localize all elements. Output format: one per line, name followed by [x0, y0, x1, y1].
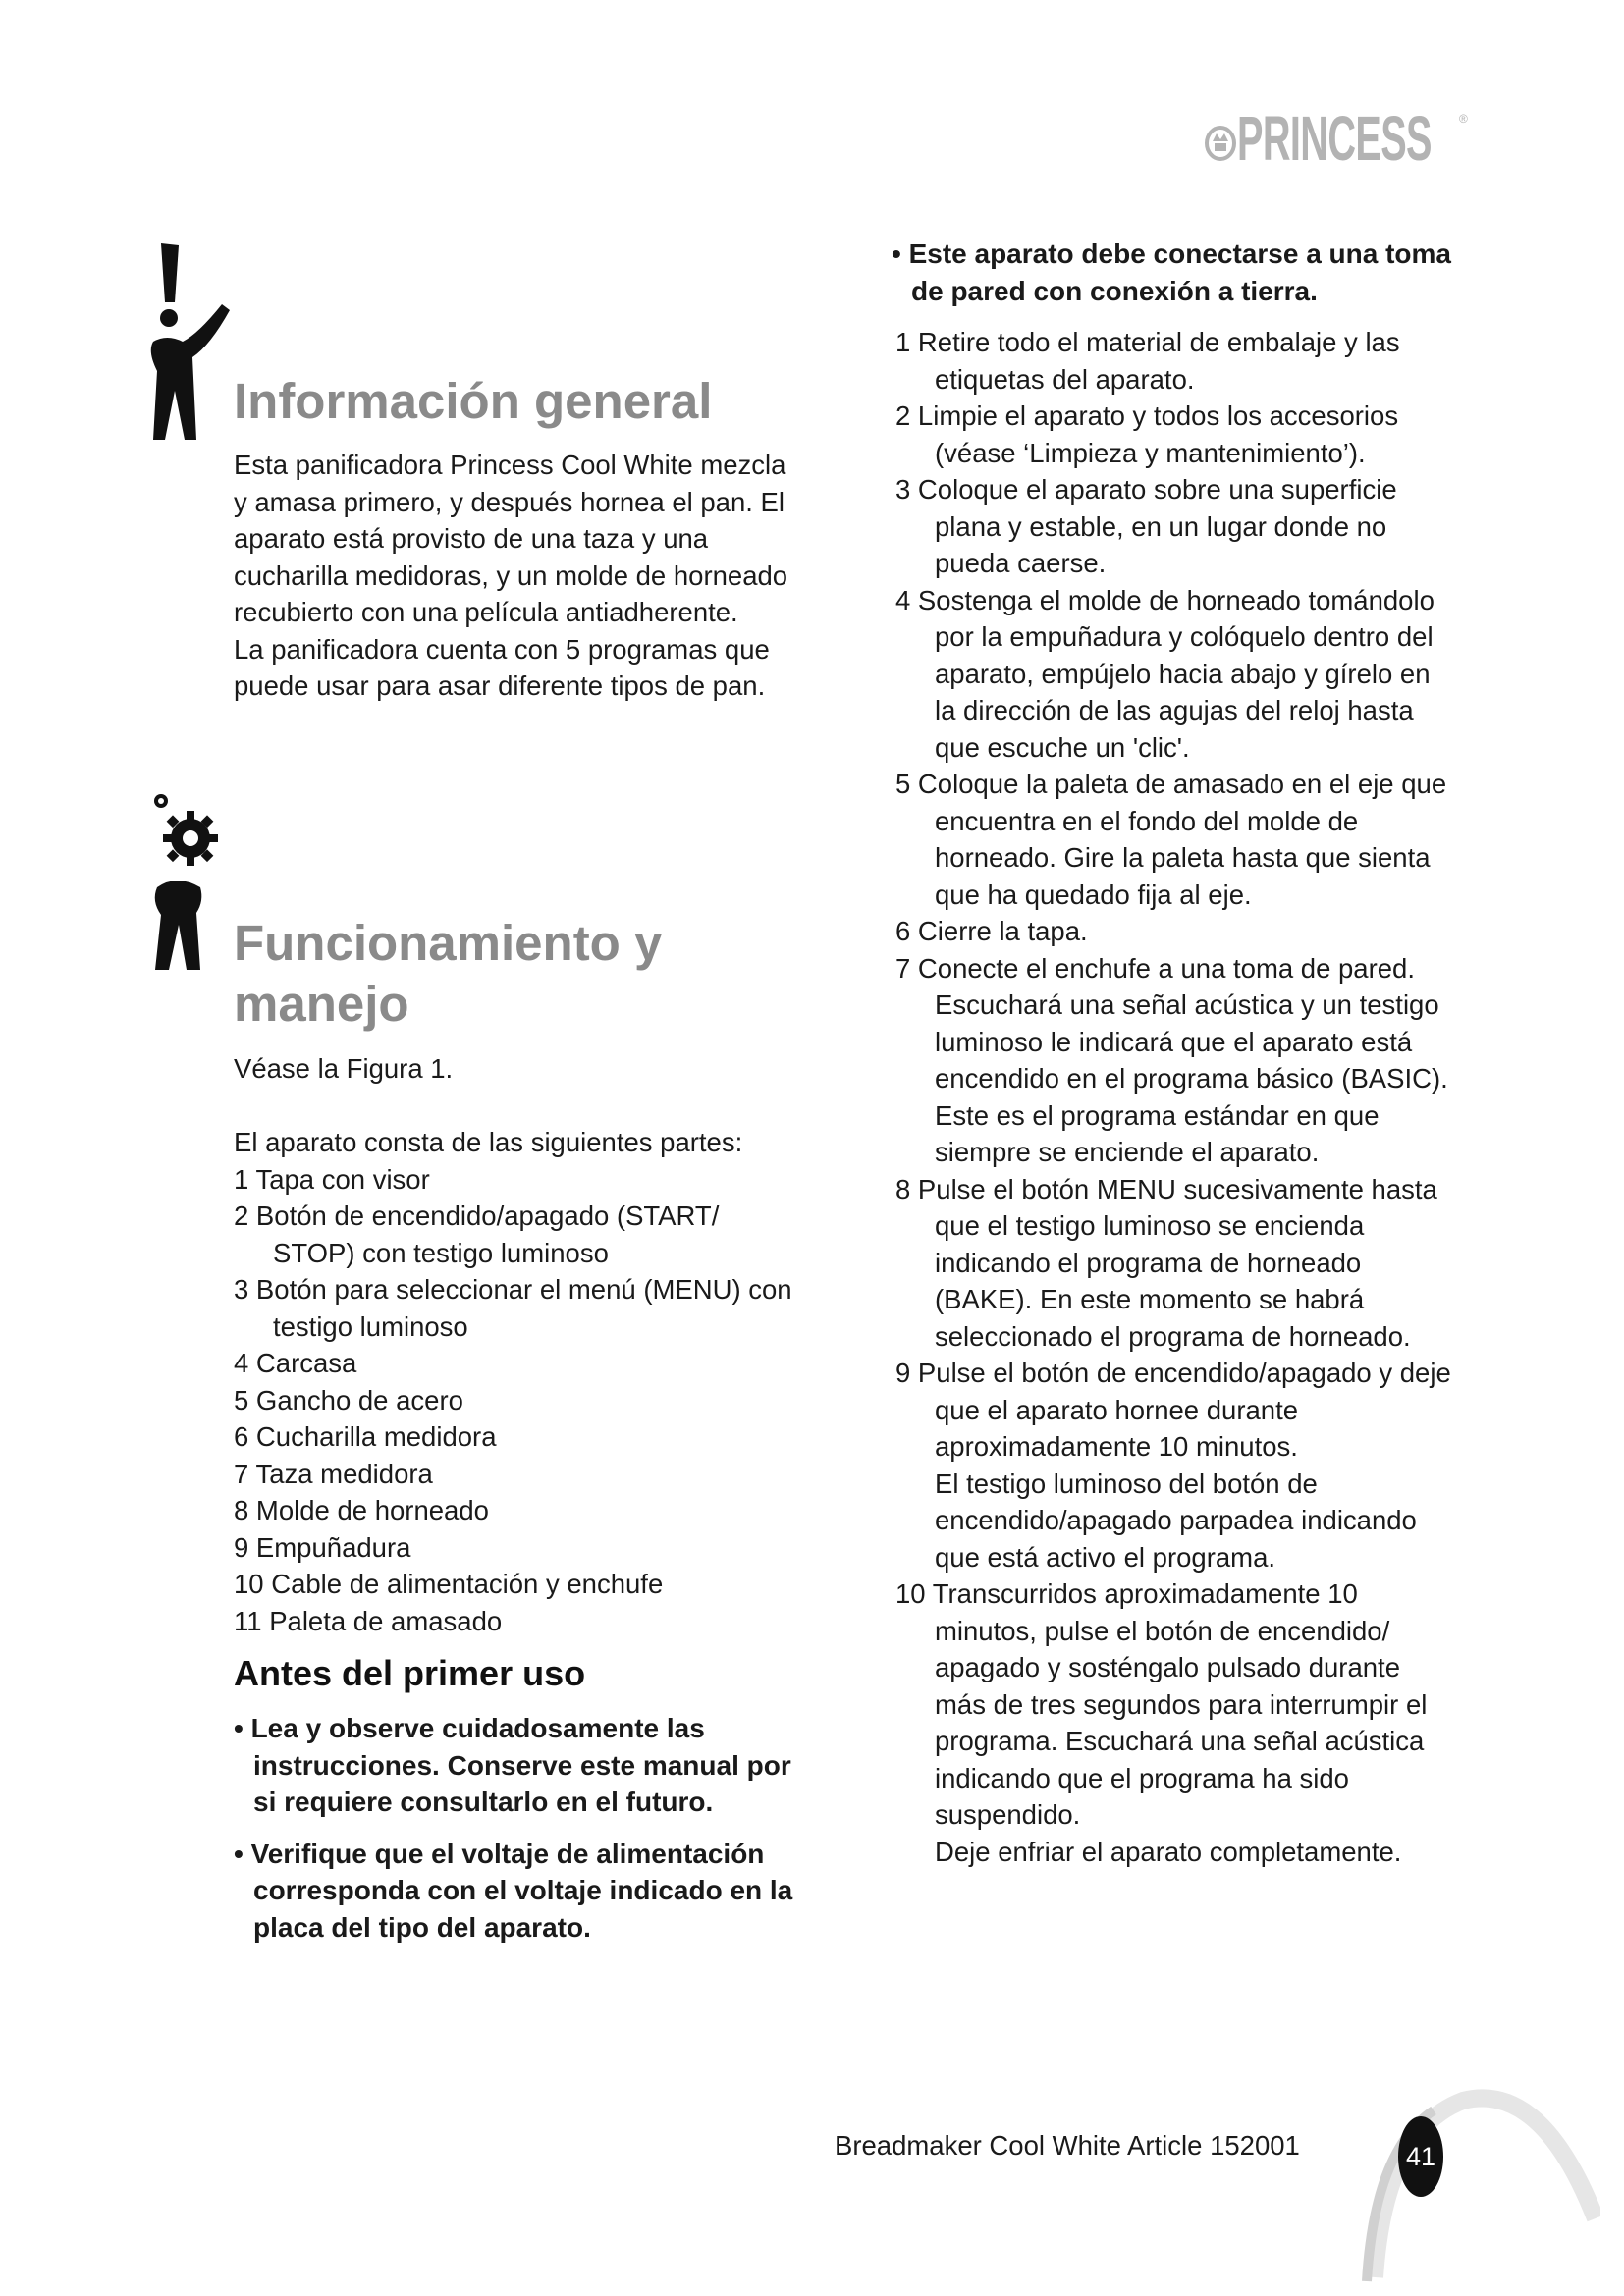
list-item: 3 Botón para seleccionar el menú (MENU) con testigo luminoso	[234, 1274, 792, 1342]
crown-emblem-icon	[1204, 122, 1237, 161]
step-item	[895, 1355, 1455, 1575]
step-text: 2 Limpie el aparato y todos los accesorios (véase ‘Limpieza y mantenimiento’).	[895, 400, 1399, 468]
section-title-operation: Funcionamiento y manejo	[234, 915, 663, 1032]
bullet-item: • Verifique que el voltaje de alimentación corresponda con el voltaje indicado en la placa del tipo del aparato.	[234, 1838, 793, 1943]
step-text: 4 Sostenga el molde de horneado tomándolo por la empuñadura y colóquelo dentro del aparato, empújelo hacia abajo y gírelo en la dirección de las agujas del reloj hasta que escuche un 'clic'.	[895, 584, 1435, 763]
step-item	[895, 1171, 1455, 1356]
step-text: 9 Pulse el botón de encendido/apagado y deje que el aparato hornee durante aproximadamente 10 minutos.	[895, 1358, 1451, 1462]
page-corner-swoosh	[1345, 2071, 1600, 2287]
step-text: 8 Pulse el botón MENU sucesivamente hasta que el testigo luminoso se encienda indicando el programa de horneado (BAKE). En este momento se habrá seleccionado el programa de horneado.	[895, 1173, 1437, 1352]
gear-person-icon	[147, 793, 232, 970]
step-text: 6 Cierre la tapa.	[895, 916, 1088, 946]
registered-mark: ®	[1459, 112, 1468, 126]
step-note: El testigo luminoso del botón de encendido/apagado parpadea indicando que está activo el programa.	[935, 1468, 1417, 1573]
general-info-paragraph: Esta panificadora Princess Cool White mezcla y amasa primero, y después hornea el pan. El aparato está provisto de una taza y una cucharilla medidoras, y un molde de horneado recubierto con una película antiadherente.	[234, 450, 788, 627]
step-note: Escuchará una señal acústica y un testigo luminoso le indicará que el aparato está encendido en el programa básico (BASIC). Este es el programa estándar en que siempre se enciende el aparato.	[935, 989, 1448, 1167]
step-text: 1 Retire todo el material de embalaje y las etiquetas del aparato.	[895, 327, 1400, 395]
section-title-general-info: Información general	[234, 373, 713, 429]
step-text: 5 Coloque la paleta de amasado en el eje que encuentra en el fondo del molde de horneado. Gire la paleta hasta que sienta que ha quedado fija al eje.	[895, 769, 1447, 910]
list-item: 10 Cable de alimentación y enchufe	[234, 1569, 664, 1599]
parts-intro: El aparato consta de las siguientes partes:	[234, 1127, 743, 1157]
step-item	[895, 950, 1455, 1171]
step-item	[895, 324, 1455, 398]
list-item: 2 Botón de encendido/apagado (START/ STOP) con testigo luminoso	[234, 1201, 720, 1268]
steps-list	[895, 324, 1455, 1870]
step-note: Deje enfriar el aparato completamente.	[935, 1836, 1402, 1867]
operation-body	[234, 1050, 803, 1639]
list-item: 6 Cucharilla medidora	[234, 1421, 497, 1452]
bullet-item: • Lea y observe cuidadosamente las instrucciones. Conserve este manual por si requiere consultarlo en el futuro.	[234, 1713, 791, 1817]
list-item: 1 Tapa con visor	[234, 1163, 430, 1195]
before-use-bullets	[234, 1710, 803, 1960]
step-item	[895, 582, 1455, 767]
list-item: 4 Carcasa	[234, 1348, 357, 1378]
parts-list	[234, 1161, 803, 1640]
exclamation-person-icon	[147, 243, 232, 440]
steps-column	[895, 324, 1455, 1870]
step-item	[895, 766, 1455, 913]
footer-article-text: Breadmaker Cool White Article 152001	[835, 2130, 1300, 2161]
list-item: 8 Molde de horneado	[234, 1495, 489, 1525]
brand-name: PRINCESS	[1237, 103, 1432, 174]
step-item	[895, 1575, 1455, 1870]
brand-logo	[1204, 103, 1469, 174]
bullet-item: • Este aparato debe conectarse a una toma de pared con conexión a tierra.	[892, 239, 1452, 306]
list-item: 11 Paleta de amasado	[234, 1605, 503, 1636]
list-item: 5 Gancho de acero	[234, 1384, 463, 1415]
section-title-before-first-use: Antes del primer uso	[234, 1653, 586, 1693]
page-number: 41	[1398, 2116, 1443, 2197]
step-text: 7 Conecte el enchufe a una toma de pared.	[895, 952, 1415, 984]
general-info-body	[234, 447, 803, 705]
see-figure-text: Véase la Figura 1.	[234, 1053, 454, 1084]
ground-connection-bullet	[892, 236, 1461, 324]
general-info-paragraph: La panificadora cuenta con 5 programas que puede usar para asar diferente tipos de pan.	[234, 633, 770, 701]
step-item	[895, 913, 1455, 950]
step-text: 10 Transcurridos aproximadamente 10 minutos, pulse el botón de encendido/ apagado y sosténgalo pulsado durante más de tres segundos para interrumpir el programa. Escuchará una señal acústica indicando que el programa ha sido suspendido.	[895, 1578, 1428, 1830]
list-item: 7 Taza medidora	[234, 1458, 433, 1489]
step-item	[895, 398, 1455, 471]
step-item	[895, 471, 1455, 582]
step-text: 3 Coloque el aparato sobre una superficie plana y estable, en un lugar donde no pueda caerse.	[895, 474, 1397, 578]
list-item: 9 Empuñadura	[234, 1531, 411, 1563]
